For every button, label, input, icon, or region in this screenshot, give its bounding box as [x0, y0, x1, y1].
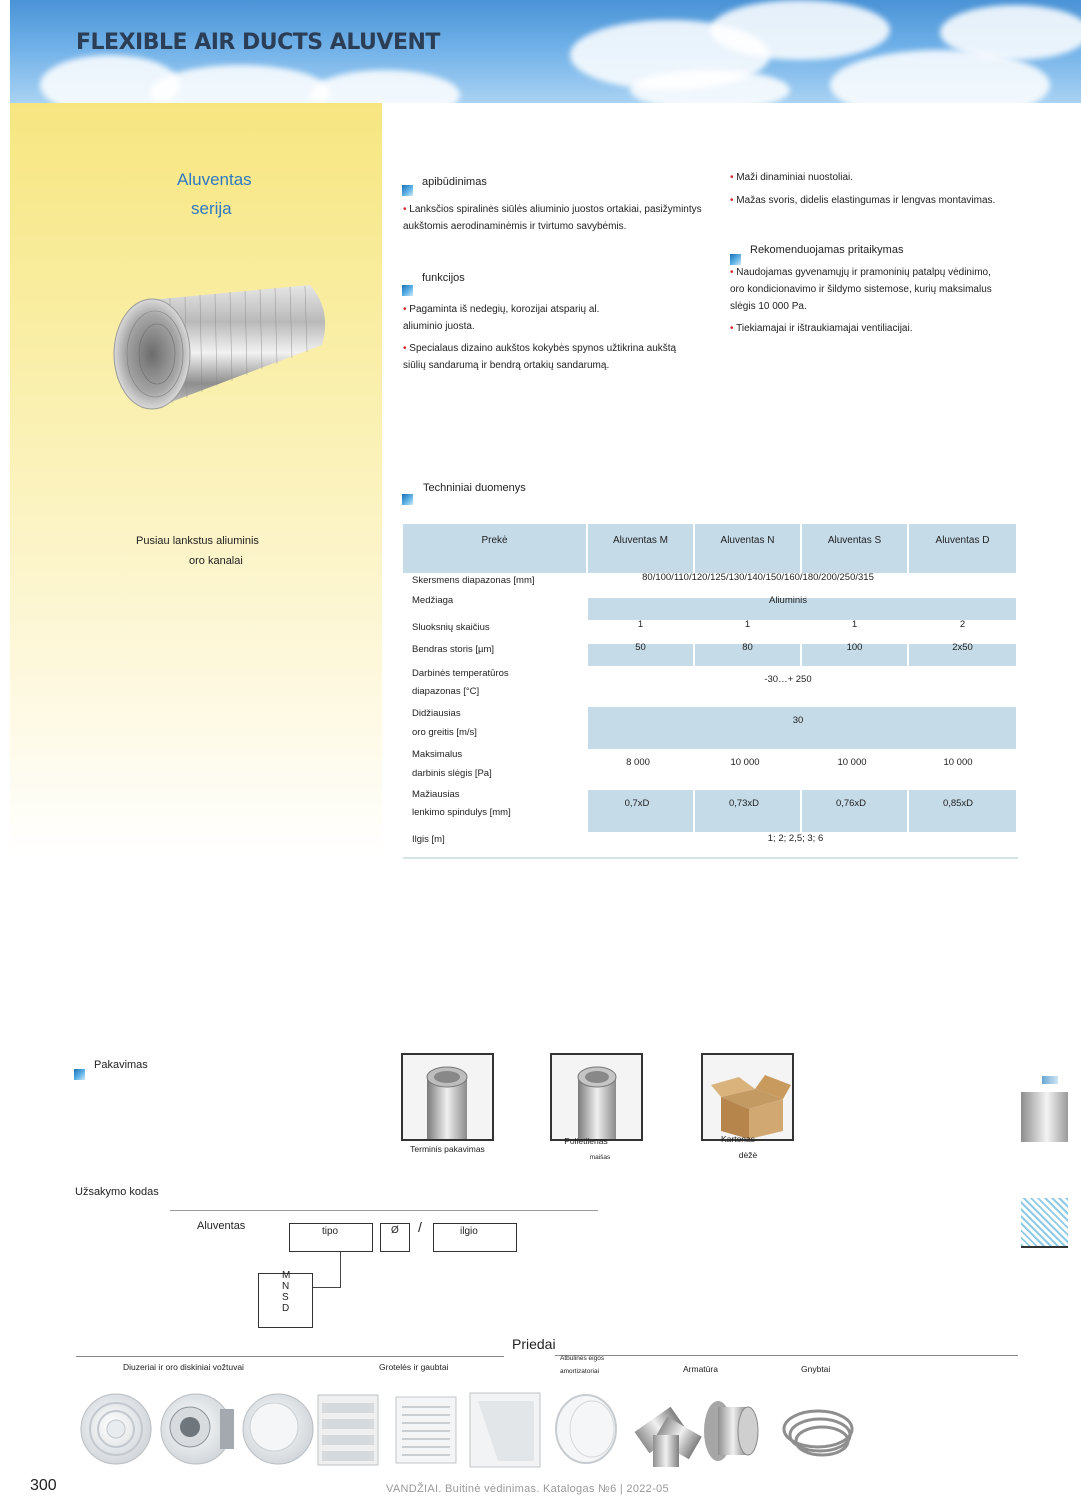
order-code-slash: / [418, 1219, 422, 1235]
series-label: serija [191, 199, 232, 218]
section-marker-icon [402, 185, 413, 196]
type-box: tipo [289, 1223, 373, 1252]
section-marker-icon [74, 1069, 85, 1080]
cell-diameter: 80/100/110/120/125/130/140/150/160/180/200/250/315 [642, 572, 874, 583]
row-label-speed: Didžiausias oro greitis [m/s] [412, 708, 477, 738]
carton-label: Kartonas [720, 1134, 756, 1144]
table-header-cell: Aluventas N [695, 524, 800, 573]
clamp-icon [784, 1411, 852, 1455]
order-code-product: Aluventas [197, 1220, 246, 1232]
table-separator [800, 790, 802, 832]
connector-line [340, 1252, 341, 1287]
cell-thickness: 50 [635, 642, 646, 653]
functions-heading: funkcijos [422, 272, 465, 284]
cell-radius: 0,76xD [835, 798, 867, 809]
acc-label-diffusers: Diuzeriai ir oro diskiniai vožtuvai [123, 1362, 244, 1372]
page-title: FLEXIBLE AIR DUCTS ALUVENT [76, 30, 440, 55]
poly-bag-image [550, 1053, 643, 1141]
advantage-item: • Maži dinaminiai nuostoliai. [730, 172, 854, 183]
cell-layers: 1 [637, 619, 644, 630]
functions-item: • Specialaus dizaino aukštos kokybės spynos užtikrina aukštą siūlių sandarumą ir bendrą ortakių sandarumą. [403, 343, 677, 371]
edge-thumb-icon [1042, 1076, 1058, 1084]
section-marker-icon [402, 494, 413, 505]
fitting-icon [635, 1407, 702, 1467]
table-header-cell: Aluventas S [802, 524, 907, 573]
edge-thumb-duct [1021, 1092, 1068, 1142]
tech-side-caption: Pusiau lankstus aliuminis oro kanalai [136, 535, 259, 567]
poly-bag-label-2: maišas [589, 1154, 611, 1161]
diffuser-icon [81, 1394, 151, 1464]
cell-thickness: 80 [742, 642, 753, 653]
thermal-pack-image [401, 1053, 494, 1141]
cell-layers: 2 [959, 619, 966, 630]
cell-length: 1; 2; 2,5; 3; 6 [767, 833, 824, 844]
grille-icon [396, 1397, 456, 1463]
accessories-rule [555, 1355, 1018, 1356]
packaging-heading: Pakavimas [94, 1059, 148, 1071]
row-label-temperature: Darbinės temperatūros diapazonas [°C] [412, 668, 509, 697]
backdraft-damper-icon [556, 1395, 616, 1463]
table-separator [693, 790, 695, 832]
row-label-material: Medžiaga [412, 595, 454, 606]
cell-temperature: -30…+ 250 [764, 674, 812, 685]
table-separator [907, 790, 909, 832]
acc-label-fittings: Armatūra [683, 1364, 718, 1374]
cell-thickness: 100 [846, 642, 863, 653]
aluminum-duct-image [110, 280, 340, 420]
cell-thickness: 2x50 [952, 642, 973, 653]
cell-pressure: 10 000 [730, 757, 760, 768]
thermal-pack-label: Terminis pakavimas [410, 1144, 485, 1154]
header-banner [10, 0, 1081, 103]
footer-text: VANDŽIAI. Buitinė vėdinimas. Katalogas №6 | 2022-05 [386, 1483, 669, 1495]
acc-label-clamps: Gnybtai [801, 1364, 831, 1374]
section-marker-icon [402, 285, 413, 296]
hood-icon [470, 1393, 540, 1467]
accessories-rule [76, 1356, 504, 1357]
diffuser-icon [161, 1394, 234, 1464]
description-text: • Lanksčios spiralinės siūlės aliuminio juostos ortakiai, pasižymintys aukštomis aerodinaminėmis ir tvirtumo savybėmis. [403, 204, 702, 232]
recommended-heading: Rekomenduojamas pritaikymas [750, 244, 904, 256]
cell-radius: 0,73xD [728, 798, 760, 809]
order-code-heading: Užsakymo kodas [75, 1186, 159, 1198]
row-label-diameter: Skersmens diapazonas [mm] [412, 575, 535, 586]
advantage-item: • Mažas svoris, didelis elastingumas ir lengvas montavimas. [730, 195, 996, 206]
accessories-product-images [78, 1385, 868, 1470]
cell-layers: 1 [851, 619, 858, 630]
page-number: 300 [30, 1477, 57, 1494]
acc-label-backdraft-2: amortizatoriai [560, 1368, 600, 1375]
order-code-rule [170, 1210, 598, 1211]
carton-box-image [701, 1053, 794, 1141]
recommended-item: • Tiekiamajai ir ištraukiamajai ventiliacijai. [730, 323, 913, 334]
cell-pressure: 10 000 [943, 757, 973, 768]
cell-radius: 0,7xD [624, 798, 650, 809]
row-label-layers: Sluoksnių skaičius [412, 622, 490, 633]
row-label-thickness: Bendras storis [µm] [412, 644, 495, 655]
table-row-band [588, 707, 1016, 749]
table-header-cell: Aluventas D [909, 524, 1016, 573]
type-options-list: M N S D [282, 1270, 291, 1314]
table-row-band [588, 790, 1016, 832]
accessories-heading: Priedai [512, 1336, 556, 1352]
connector-line [312, 1287, 341, 1288]
carton-label-2: dėžė [738, 1150, 758, 1160]
type-options-box [258, 1270, 313, 1328]
cell-speed: 30 [792, 715, 804, 726]
cell-pressure: 10 000 [837, 757, 867, 768]
table-bottom-rule [403, 857, 1018, 859]
description-heading: apibūdinimas [422, 176, 487, 188]
grille-icon [318, 1395, 378, 1465]
length-box: ilgio [433, 1223, 517, 1252]
series-name: Aluventas [177, 170, 252, 189]
disk-valve-icon [243, 1394, 313, 1464]
diameter-box: Ø [380, 1223, 410, 1252]
functions-item: • Pagaminta iš nedegių, korozijai atsparių al. aliuminio juosta. [403, 304, 600, 332]
edge-thumb-mesh [1021, 1198, 1068, 1248]
cell-radius: 0,85xD [942, 798, 974, 809]
cell-layers: 1 [744, 619, 751, 630]
poly-bag-label: Polietilenas [564, 1136, 608, 1146]
tech-heading: Techniniai duomenys [423, 482, 526, 494]
table-header-cell: Prekė [403, 524, 586, 573]
acc-label-grilles: Grotelės ir gaubtai [379, 1362, 449, 1372]
row-label-radius: Mažiausias lenkimo spindulys [mm] [412, 789, 511, 818]
table-header-cell: Aluventas M [588, 524, 693, 573]
recommended-item: • Naudojamas gyvenamųjų ir pramoninių patalpų vėdinimo, oro kondicionavimo ir šildymo sistemose, kurių maksimalus slėgis 10 000 Pa. [730, 267, 992, 312]
acc-label-backdraft: Atbulinės eigos [560, 1355, 605, 1362]
row-label-pressure: Maksimalus darbinis slėgis [Pa] [412, 749, 492, 779]
cell-pressure: 8 000 [626, 757, 650, 768]
cell-material: Aliuminis [768, 595, 807, 606]
row-label-length: Ilgis [m] [412, 834, 445, 845]
reducer-icon [704, 1401, 758, 1461]
